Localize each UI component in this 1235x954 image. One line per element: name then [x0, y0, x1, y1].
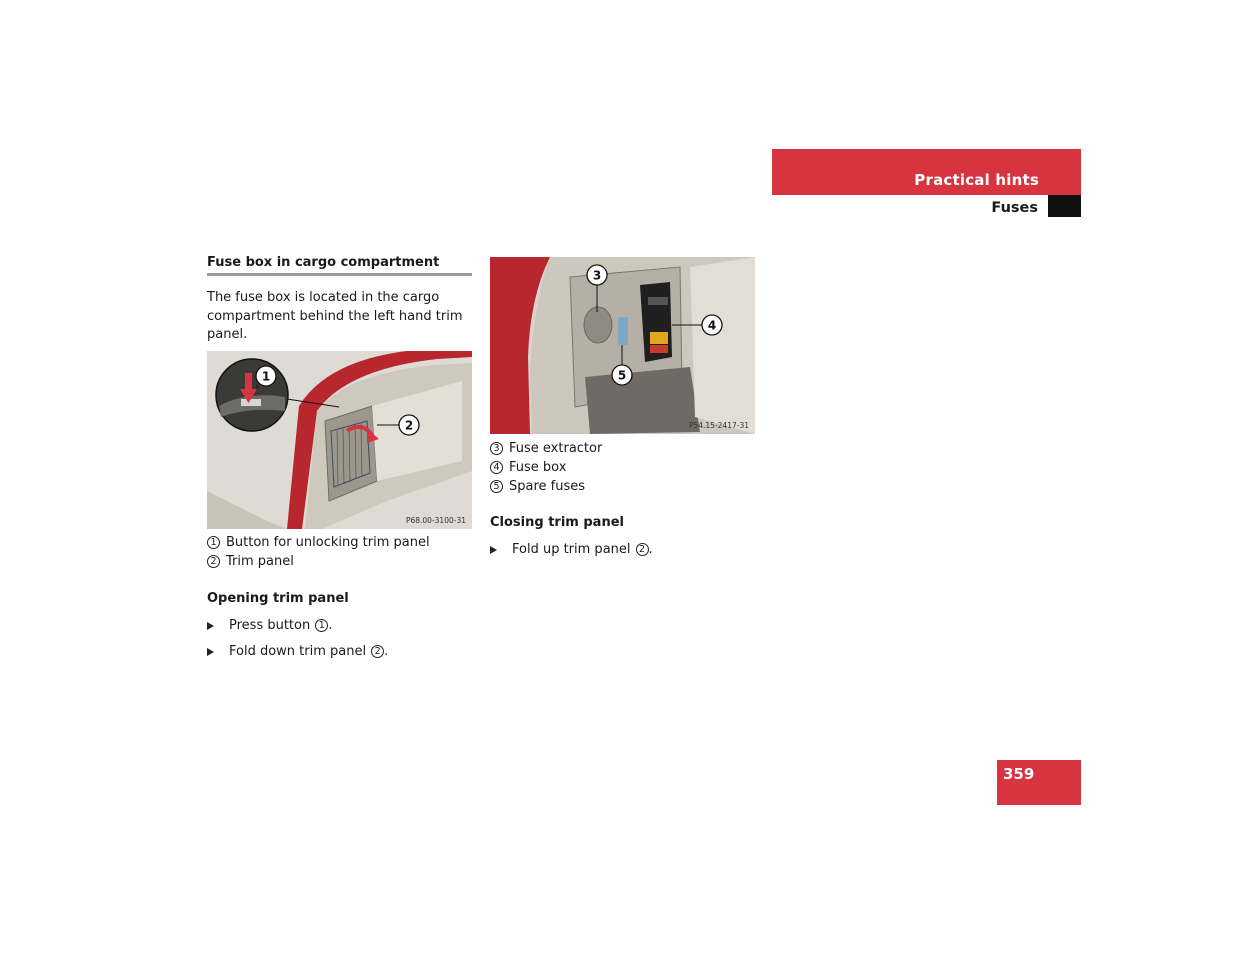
svg-text:1: 1 — [261, 369, 271, 384]
callout-3 — [587, 265, 607, 285]
figure-code: P54.15-2417-31 — [688, 421, 749, 430]
step-text: Fold down trim panel — [229, 644, 367, 659]
svg-text:2: 2 — [404, 418, 414, 433]
page-number-tab — [997, 760, 1081, 805]
bullet-triangle-icon — [207, 648, 214, 656]
legend-item — [207, 552, 472, 571]
heading-rule — [207, 273, 472, 276]
step-text: Press button — [229, 618, 311, 633]
trunk-drawing — [207, 351, 472, 529]
section-heading: Fuse box in cargo compartment — [207, 255, 440, 270]
fusebox-drawing — [490, 257, 755, 434]
step-suffix: . — [384, 644, 389, 659]
legend-label: Fuse box — [509, 460, 567, 475]
number-badge: 4 — [490, 461, 503, 474]
subsection-marker — [1048, 195, 1081, 217]
number-badge: 5 — [490, 480, 503, 493]
legend-label: Spare fuses — [509, 479, 586, 494]
number-badge: 2 — [371, 645, 384, 658]
legend-item — [490, 458, 755, 477]
legend-item — [207, 533, 472, 552]
legend-label: Trim panel — [226, 554, 294, 569]
legend-figure2 — [490, 439, 755, 496]
number-badge: 2 — [636, 543, 649, 556]
intro-paragraph: The fuse box is located in the cargo compartment behind the left hand trim panel. — [207, 290, 463, 342]
page-number: 359 — [1003, 765, 1035, 783]
number-badge: 1 — [315, 619, 328, 632]
bullet-triangle-icon — [207, 622, 214, 630]
svg-text:5: 5 — [617, 368, 627, 383]
callout-4 — [702, 315, 722, 335]
section-tab — [772, 149, 1081, 195]
svg-text:4: 4 — [707, 318, 717, 333]
step-item — [207, 642, 388, 661]
legend-label: Fuse extractor — [509, 441, 603, 456]
trunk-illustration — [207, 351, 472, 529]
step-suffix: . — [648, 542, 653, 557]
svg-text:3: 3 — [592, 268, 602, 283]
step-suffix: . — [328, 618, 333, 633]
legend-item — [490, 477, 755, 496]
callout-2 — [399, 415, 419, 435]
bullet-triangle-icon — [490, 546, 497, 554]
step-item — [207, 616, 332, 635]
opening-heading: Opening trim panel — [207, 591, 349, 606]
legend-figure1 — [207, 533, 472, 571]
step-text: Fold up trim panel — [512, 542, 631, 557]
subsection-title: Fuses — [991, 200, 1038, 216]
number-badge: 1 — [207, 536, 220, 549]
callout-5 — [612, 365, 632, 385]
fusebox-illustration — [490, 257, 755, 434]
number-badge: 2 — [207, 555, 220, 568]
legend-item — [490, 439, 755, 458]
figure-code: P68.00-3100-31 — [405, 516, 466, 525]
legend-label: Button for unlocking trim panel — [226, 535, 430, 550]
section-title: Practical hints — [914, 171, 1039, 189]
number-badge: 3 — [490, 442, 503, 455]
callout-1 — [256, 366, 276, 386]
step-item — [490, 540, 653, 559]
closing-heading: Closing trim panel — [490, 515, 624, 530]
